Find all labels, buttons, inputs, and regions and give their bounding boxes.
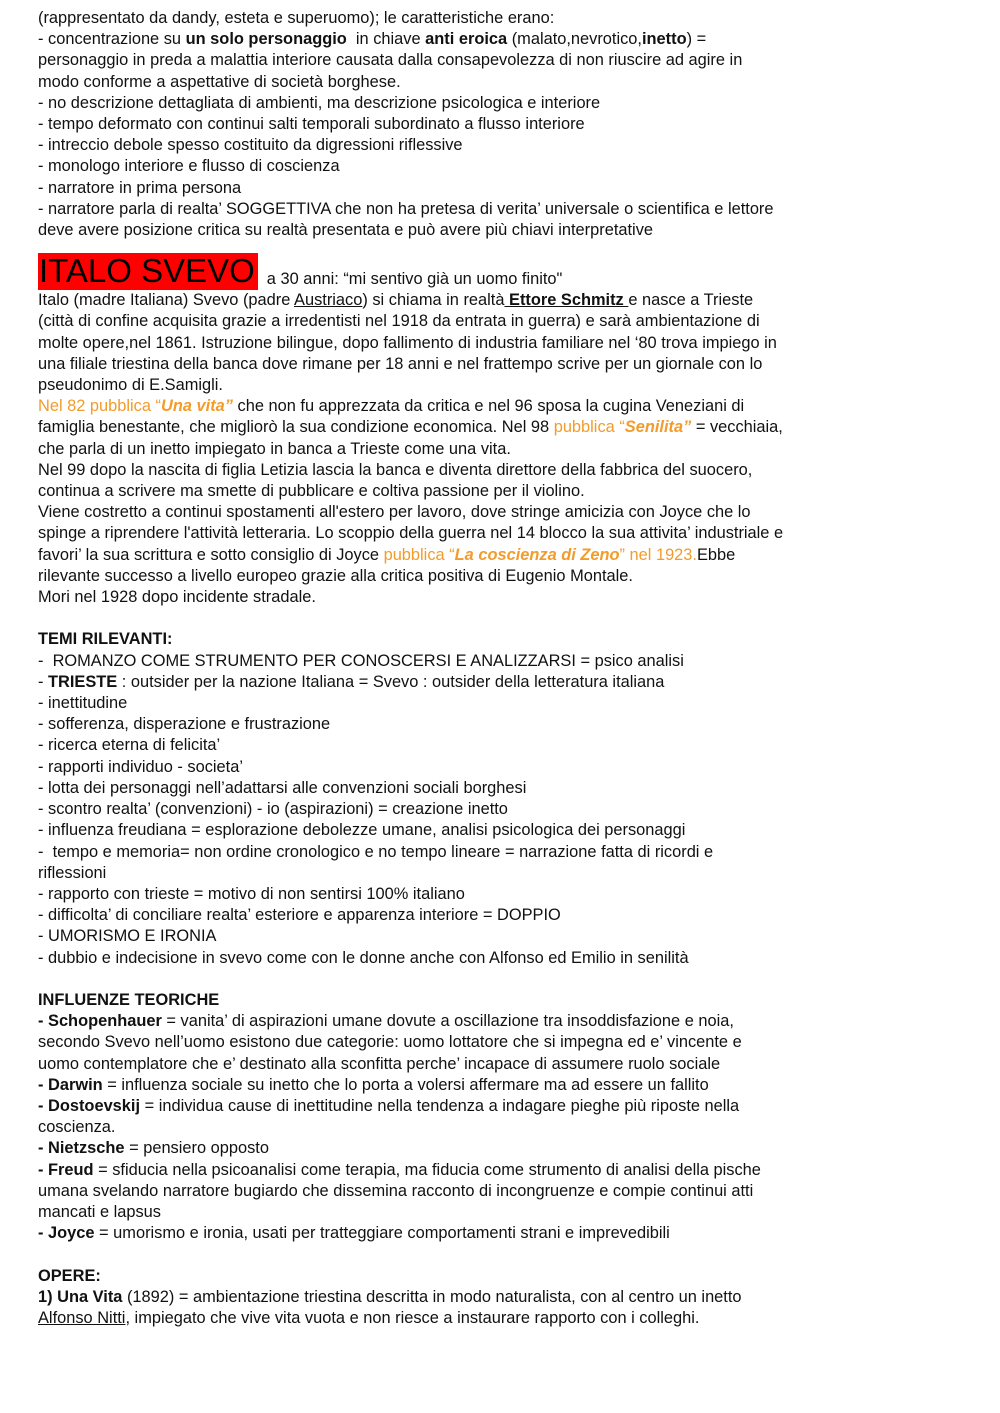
bold-text: 1) Una Vita [38,1287,123,1306]
text-line: famiglia benestante, che migliorò la sua condizione economica. Nel 98 pubblica “Senilita” = vecchiaia, [38,418,783,437]
text-line: coscienza. [38,1118,116,1137]
text-line: - difficolta’ di conciliare realta’ esteriore e apparenza interiore = DOPPIO [38,906,561,925]
text-line: - influenza freudiana = esplorazione debolezze umane, analisi psicologica dei personaggi [38,821,686,840]
text-line: - ricerca eterna di felicita’ [38,736,221,755]
text-line: spinge a riprendere l'attività letteraria. Lo scoppio della guerra nel 14 blocco la sua attivita’ industriale e [38,524,784,543]
text-line: una filiale triestina della banca dove rimane per 18 anni e nel frattempo scrive per un giornale con lo [38,354,763,373]
underlined-text: Austriaco [294,291,363,310]
text-line: - Nietzsche = pensiero opposto [38,1139,269,1158]
text-line: deve avere posizione critica su realtà presentata e può avere più chiavi interpretative [38,221,654,240]
text-line: favori’ la sua scrittura e sotto consiglio di Joyce pubblica “La coscienza di Zeno” nel 1923.Ebbe [38,545,736,564]
highlighted-title: Una vita” [161,397,233,416]
highlighted-title: Senilita” [624,418,692,437]
text-line: - rapporto con trieste = motivo di non sentirsi 100% italiano [38,884,465,903]
text-line: che parla di un inetto impiegato in banca a Trieste come una vita. [38,439,511,458]
bold-text: - Joyce [38,1224,95,1243]
text-line: - no descrizione dettagliata di ambienti, ma descrizione psicologica e interiore [38,93,601,112]
text-line: - intreccio debole spesso costituito da digressioni riflessive [38,136,463,155]
title-quote: a 30 anni: “mi sentivo già un uomo finito" [266,270,563,289]
text-line: continua a scrivere ma smette di pubblicare e coltiva passione per il violino. [38,482,585,501]
text-line: - sofferenza, disperazione e frustrazione [38,715,331,734]
text-line: riflessioni [38,863,107,882]
bold-text: un solo personaggio [185,30,347,49]
temi-section [38,629,960,968]
bold-text: - Dostoevskij [38,1096,141,1115]
text-line: Italo (madre Italiana) Svevo (padre Austriaco) si chiama in realtà Ettore Schmitz e nasce a Trieste [38,291,754,310]
text-line: - Freud = sfiducia nella psicoanalisi come terapia, ma fiducia come strumento di analisi della pische [38,1160,761,1179]
text-line: - UMORISMO E IRONIA [38,927,217,946]
section-heading: TEMI RILEVANTI: [38,630,173,649]
text-line: secondo Svevo nell’uomo esistono due categorie: uomo lottatore che si impegna ed e’ vincente e [38,1033,742,1052]
bold-text: - Darwin [38,1075,103,1094]
text-line: - ROMANZO COME STRUMENTO PER CONOSCERSI E ANALIZZARSI = psico analisi [38,651,684,670]
text-line: - Schopenhauer = vanita’ di aspirazioni umane dovute a oscillazione tra insoddisfazione e noia, [38,1012,734,1031]
text-line: mancati e lapsus [38,1202,161,1221]
intro-section [38,8,960,241]
text-line: - Joyce = umorismo e ironia, usati per tratteggiare comportamenti strani e imprevedibili [38,1224,670,1243]
underlined-text: Alfonso Nitti [38,1308,126,1327]
section-heading: OPERE: [38,1266,101,1285]
svevo-section [38,250,960,608]
text-line: umana svelando narratore bugiardo che dissemina racconto di incongruenze e compie continui atti [38,1181,754,1200]
text-line: personaggio in preda a malattia interiore causata dalla consapevolezza di non riuscire ad agire in [38,51,743,70]
text-line: Nel 99 dopo la nascita di figlia Letizia lascia la banca e diventa direttore della fabbrica del suocero, [38,460,753,479]
text-line: - scontro realta’ (convenzioni) - io (aspirazioni) = creazione inetto [38,800,508,819]
text-line: modo conforme a aspettative di società borghese. [38,72,401,91]
bold-text: inetto [641,30,687,49]
text-line: Nel 82 pubblica “Una vita” che non fu apprezzata da critica e nel 96 sposa la cugina Veneziani di [38,397,745,416]
text-line: - Darwin = influenza sociale su inetto che lo porta a volersi affermare ma ad essere un fallito [38,1075,709,1094]
text-line: - Dostoevskij = individua cause di inettitudine nella tendenza a indagare pieghe più riposte nella [38,1096,740,1115]
text-line: - dubbio e indecisione in svevo come con le donne anche con Alfonso ed Emilio in senilità [38,948,689,967]
text-line: - tempo e memoria= non ordine cronologico e no tempo lineare = narrazione fatta di ricordi e [38,842,714,861]
text-line: 1) Una Vita (1892) = ambientazione triestina descritta in modo naturalista, con al centro un inetto [38,1287,742,1306]
text-line: - rapporti individuo - societa’ [38,757,243,776]
text-line: - inettitudine [38,694,128,713]
section-heading: INFLUENZE TEORICHE [38,990,220,1009]
text-line: (città di confine acquisita grazie a irredentisti nel 1918 da entrata in guerra) e sarà ambientazione di [38,312,760,331]
text-line: - narratore parla di realta’ SOGGETTIVA che non ha pretesa di verita’ universale o scientifica e lettore [38,199,774,218]
bold-text: - Freud [38,1160,94,1179]
section-title-row [38,250,960,290]
influenze-section [38,990,960,1244]
text-line: - narratore in prima persona [38,178,242,197]
text-line: rilevante successo a livello europeo grazie alla critica positiva di Eugenio Montale. [38,566,633,585]
bold-text: TRIESTE [48,672,118,691]
text-line: pseudonimo di E.Samigli. [38,376,223,395]
bold-text: - Nietzsche [38,1139,125,1158]
bold-text: - Schopenhauer [38,1012,162,1031]
highlighted-title: La coscienza di Zeno [454,545,620,564]
text-line: uomo contemplatore che e’ destinato alla sconfitta perche’ incapace di assumere ruolo sociale [38,1054,721,1073]
text-line: - tempo deformato con continui salti temporali subordinato a flusso interiore [38,115,585,134]
text-line: molte opere,nel 1861. Istruzione bilingue, dopo fallimento di industria familiare nel ‘80 trova impiego in [38,333,777,352]
text-line: Alfonso Nitti, impiegato che vive vita vuota e non riesce a instaurare rapporto con i colleghi. [38,1308,700,1327]
text-line: - lotta dei personaggi nell’adattarsi alle convenzioni sociali borghesi [38,778,527,797]
underlined-text: Ettore Schmitz [504,291,629,310]
text-line: Viene costretto a continui spostamenti all'estero per lavoro, dove stringe amicizia con Joyce che lo [38,503,751,522]
text-line: (rappresentato da dandy, esteta e superuomo); le caratteristiche erano: [38,9,555,27]
bold-text: anti eroica [425,30,508,49]
opere-section [38,1266,960,1330]
section-title: ITALO SVEVO [38,253,258,290]
text-line: - monologo interiore e flusso di coscienza [38,157,340,176]
text-line: Mori nel 1928 dopo incidente stradale. [38,588,316,607]
text-line: - concentrazione su un solo personaggio in chiave anti eroica (malato,nevrotico,inetto) = [38,30,707,49]
text-line: - TRIESTE : outsider per la nazione Italiana = Svevo : outsider della letteratura italiana [38,672,665,691]
